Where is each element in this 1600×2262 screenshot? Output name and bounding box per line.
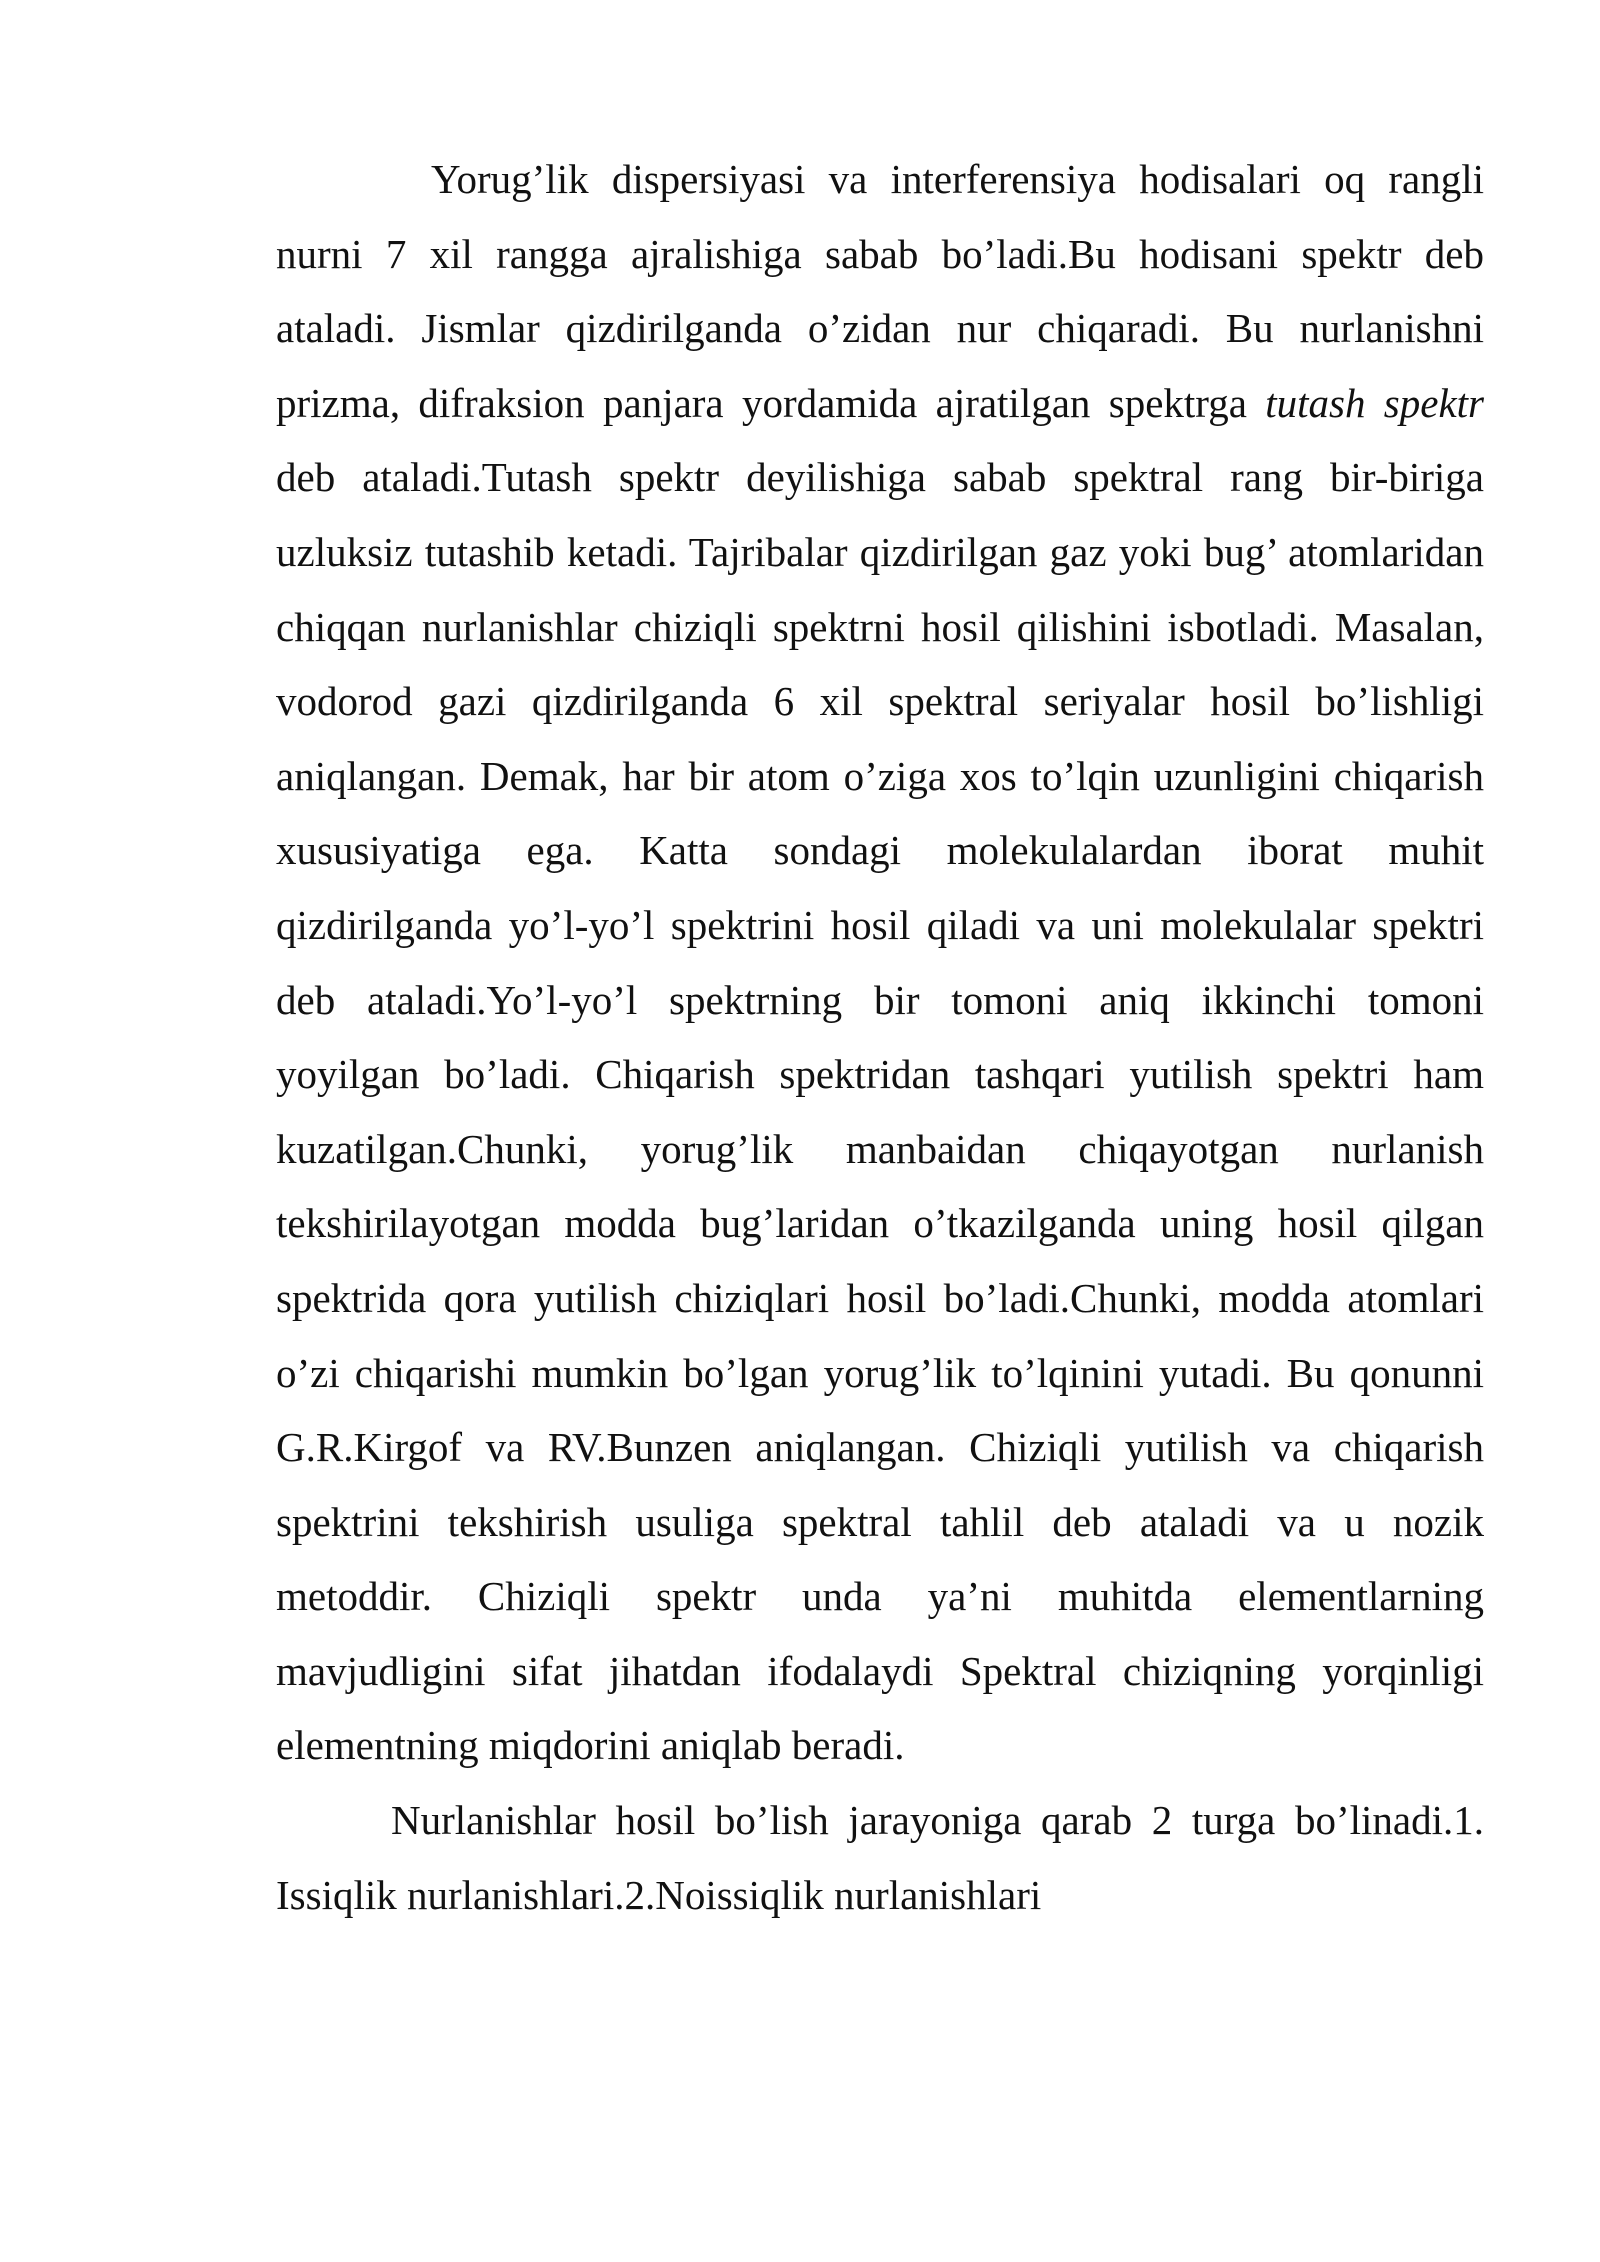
paragraph-1-text-start: Yorug’lik dispersiyasi va interferensiya hodisalari oq rangli nurni 7 xil rangga ajralishiga sabab bo’ladi.Bu hodisani spektr deb ataladi. Jismlar qizdirilganda o’zidan nur chiqaradi. Bu nurlanishni prizma, difraksion panjara yordamida ajratilgan spektrga <box>276 156 1484 426</box>
term-tutash-spektr: tutash spektr <box>1265 379 1484 426</box>
paragraph-2-text: Nurlanishlar hosil bo’lish jarayoniga qarab 2 turga bo’linadi.1. Issiqlik nurlanishlari.2.Noissiqlik nurlanishlari <box>276 1797 1484 1918</box>
document-page <box>276 142 1484 1932</box>
paragraph-1-text-end: deb ataladi.Tutash spektr deyilishiga sabab spektral rang bir-biriga uzluksiz tutashib ketadi. Tajribalar qizdirilgan gaz yoki bug’ atomlaridan chiqqan nurlanishlar chiziqli spektrni hosil qilishini isbotladi. Masalan, vodorod gazi qizdirilganda 6 xil spektral seriyalar hosil bo’lishligi aniqlangan. Demak, har bir atom o’ziga xos to’lqin uzunligini chiqarish xususiyatiga ega. Katta sondagi molekulalardan iborat muhit qizdirilganda yo’l-yo’l spektrini hosil qiladi va uni molekulalar spektri deb ataladi.Yo’l-yo’l spektrning bir tomoni aniq ikkinchi tomoni yoyilgan bo’ladi. Chiqarish spektridan tashqari yutilish spektri ham kuzatilgan.Chunki, yorug’lik manbaidan chiqayotgan nurlanish tekshirilayotgan modda bug’laridan o’tkazilganda uning hosil qilgan spektrida qora yutilish chiziqlari hosil bo’ladi.Chunki, modda atomlari o’zi chiqarishi mumkin bo’lgan yorug’lik to’lqinini yutadi. Bu qonunni G.R.Kirgof va RV.Bunzen aniqlangan. Chiziqli yutilish va chiqarish spektrini tekshirish usuliga spektral tahlil deb ataladi va u nozik metoddir. Chiziqli spektr unda ya’ni muhitda elementlarning mavjudligini sifat jihatdan ifodalaydi Spektral chiziqning yorqinligi elementning miqdorini aniqlab beradi. <box>276 454 1484 1769</box>
paragraph-radiation-types <box>276 1783 1484 1932</box>
paragraph-dispersion-spectra <box>276 142 1484 1783</box>
